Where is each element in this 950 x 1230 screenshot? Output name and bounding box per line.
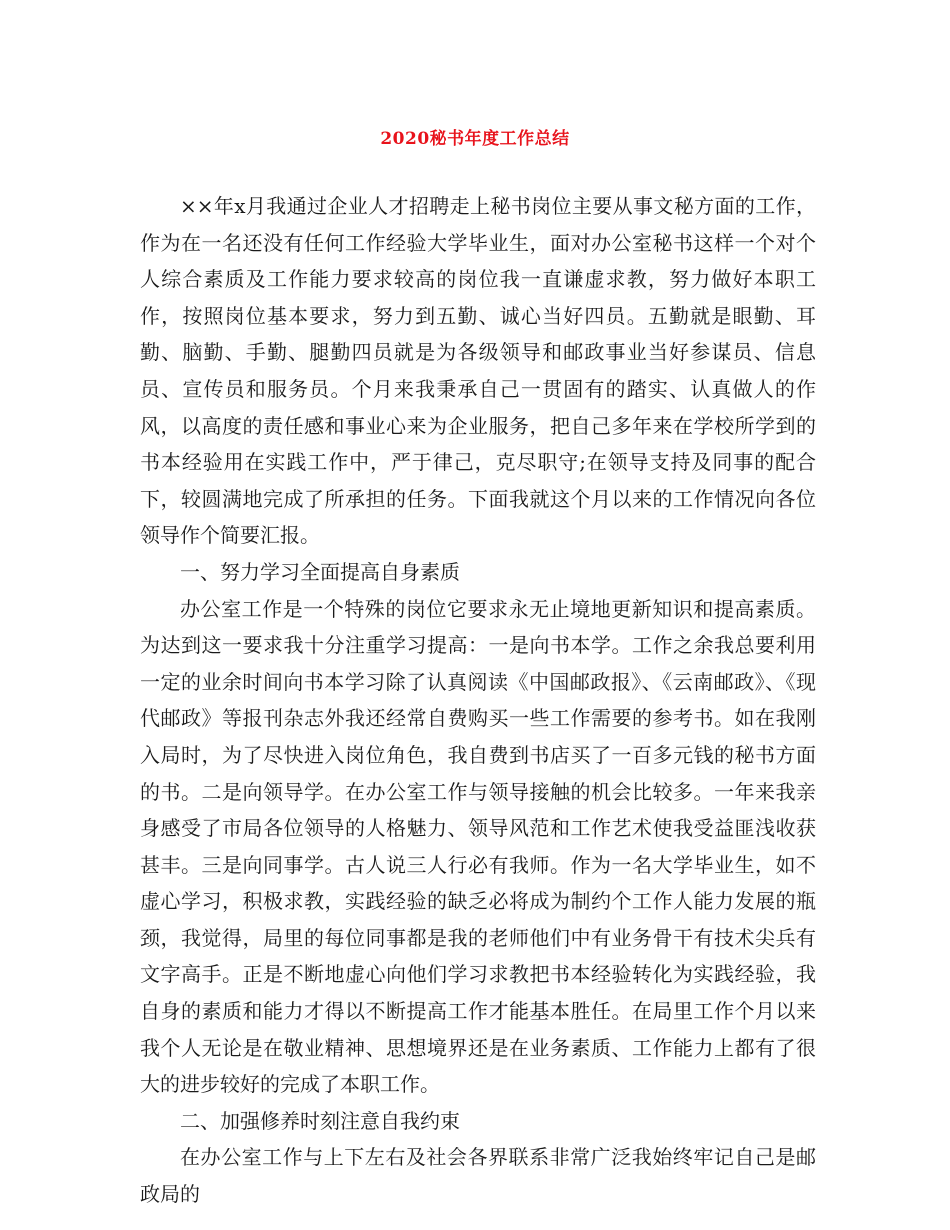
document-body	[140, 188, 816, 1213]
paragraph-intro: ××年x月我通过企业人才招聘走上秘书岗位主要从事文秘方面的工作，作为在一名还没有任何工作经验大学毕业生，面对办公室秘书这样一个对个人综合素质及工作能力要求较高的岗位我一直谦虚求教，努力做好本职工作，按照岗位基本要求，努力到五勤、诚心当好四员。五勤就是眼勤、耳勤、脑勤、手勤、腿勤四员就是为各级领导和邮政事业当好参谋员、信息员、宣传员和服务员。个月来我秉承自己一贯固有的踏实、认真做人的作风，以高度的责任感和事业心来为企业服务，把自己多年来在学校所学到的书本经验用在实践工作中，严于律己，克尽职守;在领导支持及同事的配合下，较圆满地完成了所承担的任务。下面我就这个月以来的工作情况向各位领导作个简要汇报。	[140, 194, 816, 548]
paragraph-conduct: 在办公室工作与上下左右及社会各界联系非常广泛我始终牢记自己是邮政局的	[140, 1145, 816, 1207]
section-heading-1: 一、努力学习全面提高自身素质	[180, 559, 460, 584]
section-heading-2: 二、加强修养时刻注意自我约束	[180, 1108, 460, 1133]
document-title: 2020秘书年度工作总结	[380, 129, 570, 149]
paragraph-study: 办公室工作是一个特殊的岗位它要求永无止境地更新知识和提高素质。为达到这一要求我十分注重学习提高：一是向书本学。工作之余我总要利用一定的业余时间向书本学习除了认真阅读《中国邮政报》、《云南邮政》、《现代邮政》等报刊杂志外我还经常自费购买一些工作需要的参考书。如在我刚入局时，为了尽快进入岗位角色，我自费到书店买了一百多元钱的秘书方面的书。二是向领导学。在办公室工作与领导接触的机会比较多。一年来我亲身感受了市局各位领导的人格魅力、领导风范和工作艺术使我受益匪浅收获甚丰。三是向同事学。古人说三人行必有我师。作为一名大学毕业生，如不虚心学习，积极求教，实践经验的缺乏必将成为制约个工作人能力发展的瓶颈，我觉得，局里的每位同事都是我的老师他们中有业务骨干有技术尖兵有文字高手。正是不断地虚心向他们学习求教把书本经验转化为实践经验，我自身的素质和能力才得以不断提高工作才能基本胜任。在局里工作个月以来我个人无论是在敬业精神、思想境界还是在业务素质、工作能力上都有了很大的进步较好的完成了本职工作。	[140, 596, 816, 1097]
